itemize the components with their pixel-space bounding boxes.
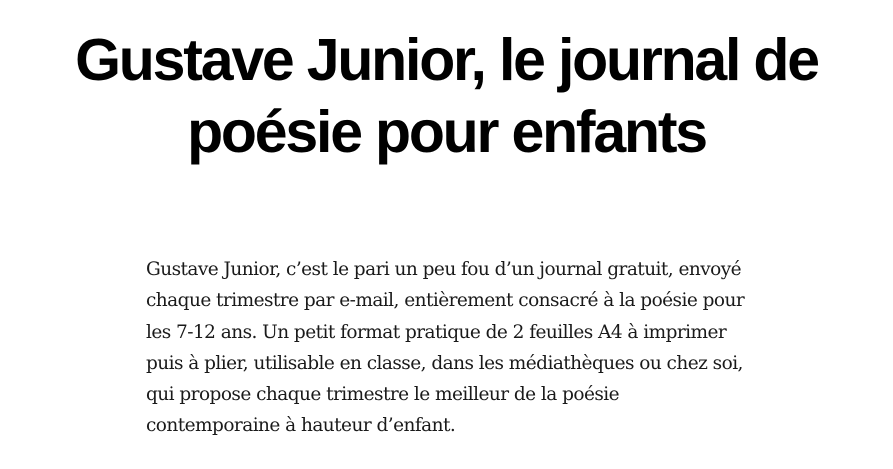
article-intro-paragraph: Gustave Junior, c’est le pari un peu fou d’un journal gratuit, envoyé chaque trimestre par e-mail, entièrement consacré à la poésie pour les 7-12 ans. Un petit format pratique de 2 feuilles A4 à imprimer puis à plier, utilisable en classe, dans les médiathèques ou chez soi, qui propose chaque trimestre le meilleur de la poésie contemporaine à hauteur d’enfant.: [146, 259, 745, 437]
article-title: Gustave Junior, le journal de poésie pour enfants: [75, 27, 818, 165]
